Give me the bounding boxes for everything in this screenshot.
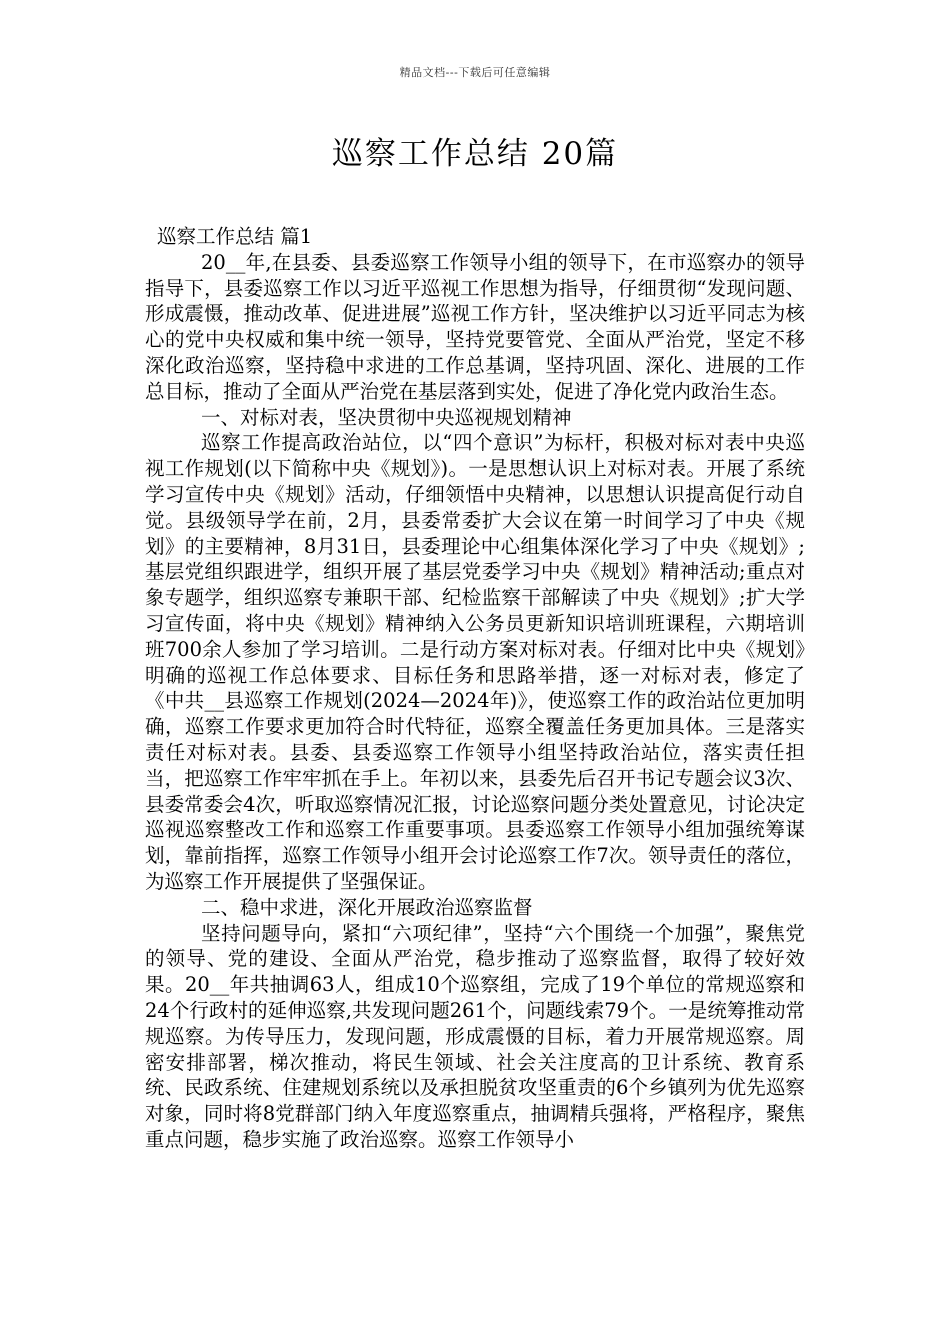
document-title: 巡察工作总结 20篇 [331, 136, 619, 172]
page-header: 精品文档---下载后可任意编辑 [399, 66, 551, 79]
body-paragraph-1: 巡察工作提高政治站位，以“四个意识”为标杆，积极对标对表中央巡视工作规划(以下简称中央《规划》)。一是思想认识上对标对表。开展了系统学习宣传中央《规划》活动，仔细领悟中央精神，以思想认识提高促行动自觉。县级领导学在前，2月，县委常委扩大会议在第一时间学习了中央《规划》的主要精神，8月31日，县委理论中心组集体深化学习了中央《规划》;基层党组织跟进学，组织开展了基层党委学习中央《规划》精神活动;重点对象专题学，组织巡察专兼职干部、纪检监察干部解读了中央《规划》;扩大学习宣传面，将中央《规划》精神纳入公务员更新知识培训班课程，六期培训班700余人参加了学习培训。二是行动方案对标对表。仔细对比中央《规划》明确的巡视工作总体要求、目标任务和思路举措，逐一对标对表，修定了《中共__县巡察工作规划(2024—2024年)》，使巡察工作的政治站位更加明确，巡察工作要求更加符合时代特征，巡察全覆盖任务更加具体。三是落实责任对标对表。县委、县委巡察工作领导小组坚持政治站位，落实责任担当，把巡察工作牢牢抓在手上。年初以来，县委先后召开书记专题会议3次、县委常委会4次，听取巡察情况汇报，讨论巡察问题分类处置意见，讨论决定巡视巡察整改工作和巡察工作重要事项。县委巡察工作领导小组加强统筹谋划，靠前指挥，巡察工作领导小组开会讨论巡察工作7次。领导责任的落位，为巡察工作开展提供了坚强保证。 [145, 431, 805, 893]
section-label: 巡察工作总结 篇1 [157, 225, 313, 248]
body-paragraph-2: 坚持问题导向，紧扣“六项纪律”，坚持“六个围绕一个加强”，聚焦党的领导、党的建设、全面从严治党，稳步推动了巡察监督，取得了较好效果。20__年共抽调63人，组成10个巡察组，完成了19个单位的常规巡察和24个行政村的延伸巡察,共发现问题261个，问题线索79个。一是统筹推动常规巡察。为传导压力，发现问题，形成震慑的目标，着力开展常规巡察。周密安排部署，梯次推动，将民生领域、社会关注度高的卫计系统、教育系统、民政系统、住建规划系统以及承担脱贫攻坚重责的6个乡镇列为优先巡察对象，同时将8党群部门纳入年度巡察重点，抽调精兵强将，严格程序，聚焦重点问题，稳步实施了政治巡察。巡察工作领导小 [145, 921, 805, 1151]
intro-paragraph: 20__年,在县委、县委巡察工作领导小组的领导下，在市巡察办的领导指导下，县委巡察工作以习近平巡视工作思想为指导，仔细贯彻“发现问题、形成震慑，推动改革、促进进展”巡视工作方针，坚决维护以习近平同志为核心的党中央权威和集中统一领导，坚持党要管党、全面从严治党，坚定不移深化政治巡察，坚持稳中求进的工作总基调，坚持巩固、深化、进展的工作总目标，推动了全面从严治党在基层落到实处，促进了净化党内政治生态。 [145, 250, 805, 403]
document-body [145, 224, 805, 1153]
section-heading-1: 一、对标对表，坚决贯彻中央巡视规划精神 [201, 405, 572, 429]
section-heading-2: 二、稳中求进，深化开展政治巡察监督 [201, 895, 533, 919]
